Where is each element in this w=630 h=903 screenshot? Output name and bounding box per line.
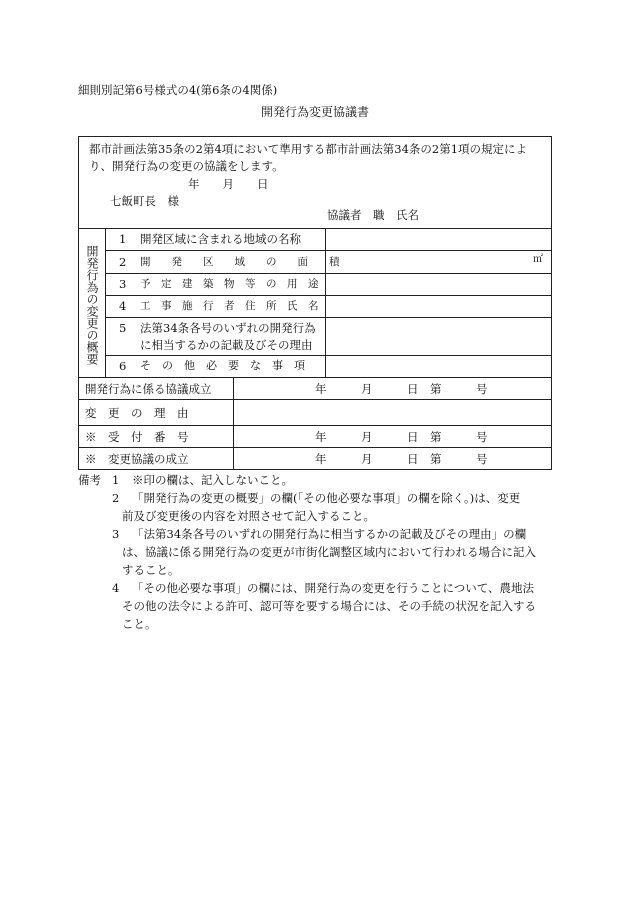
area-unit: ㎡ <box>533 254 543 265</box>
note-num-1: 1 <box>112 473 120 487</box>
rows-top-line <box>79 377 551 378</box>
summary-label-3: 予 定 建 築 物 等 の 用 途 <box>140 278 319 290</box>
row-date-established: 年 月 日 第 号 <box>315 452 488 466</box>
document-title: 開発行為変更協議書 <box>260 105 369 119</box>
note-4-line1: 「その他必要な事項」の欄には、開発行為の変更を行うことについて、農地法 <box>132 581 535 595</box>
row-label-agreement: 開発行為に係る協議成立 <box>85 382 212 396</box>
intro-date: 年 月 日 <box>188 177 269 191</box>
row-date-receipt: 年 月 日 第 号 <box>315 430 488 444</box>
summary-label-4: 工 事 施 行 者 住 所 氏 名 <box>140 300 319 312</box>
summary-num-3: 3 <box>119 277 127 291</box>
summary-line-5 <box>105 355 551 356</box>
rows-value-divider <box>233 377 234 470</box>
summary-num-4: 4 <box>119 299 127 313</box>
summary-vertical-label: 開発行為の変更の概要 <box>85 245 99 365</box>
summary-line-2 <box>105 273 551 274</box>
summary-num-5: 5 <box>119 321 127 335</box>
summary-left-divider <box>105 228 106 377</box>
consultant-label: 協議者 職 氏名 <box>327 208 419 222</box>
summary-label-1: 開発区域に含まれる地域の名称 <box>140 232 301 246</box>
summary-label-2: 開 発 区 域 の 面 積 <box>140 256 340 268</box>
summary-label-6: そ の 他 必 要 な 事 項 <box>140 359 305 372</box>
row-label-receipt: ※ 受 付 番 号 <box>85 430 189 444</box>
note-4-line2: その他の法令による許可、認可等を要する場合には、その手続の状況を記入する <box>122 599 536 613</box>
note-3-line2: は、協議に係る開発行為の変更が市街化調整区域内において行われる場合に記入 <box>122 545 536 559</box>
summary-num-6: 6 <box>119 359 127 373</box>
row-date-agreement: 年 月 日 第 号 <box>315 382 488 396</box>
notes-label: 備考 <box>78 473 101 487</box>
summary-num-2: 2 <box>119 255 127 269</box>
note-num-2: 2 <box>112 491 120 505</box>
row-line-2 <box>79 425 551 426</box>
row-label-established: ※ 変更協議の成立 <box>85 452 189 466</box>
intro-text: 都市計画法第35条の2第4項において準用する都市計画法第34条の2第1項の規定により、開発行為の変更の協議をします。 <box>89 142 528 173</box>
note-2-line2: 前及び変更後の内容を対照させて記入すること。 <box>122 509 375 523</box>
summary-num-1: 1 <box>119 232 127 246</box>
form-number: 細則別記第6号様式の4(第6条の4関係) <box>78 83 278 97</box>
note-2-line1: 「開発行為の変更の概要」の欄(「その他必要な事項」の欄を除く。)は、変更 <box>132 491 521 505</box>
summary-line-3 <box>105 295 551 296</box>
note-3-line1: 「法第34条各号のいずれの開発行為に相当するかの記載及びその理由」の欄 <box>132 527 527 541</box>
summary-label-5b: に相当するかの記載及びその理由 <box>140 338 313 352</box>
row-line-1 <box>79 399 551 400</box>
row-line-3 <box>79 447 551 448</box>
note-1-line1: ※印の欄は、記入しないこと。 <box>132 473 293 487</box>
row-label-reason: 変 更 の 理 由 <box>85 406 189 420</box>
summary-top-line <box>79 228 551 229</box>
note-4-line3: こと。 <box>122 617 157 631</box>
note-num-4: 4 <box>112 581 120 595</box>
summary-line-4 <box>105 317 551 318</box>
summary-label-5a: 法第34条各号のいずれの開発行為 <box>140 321 316 335</box>
note-num-3: 3 <box>112 527 120 541</box>
note-3-line3: すること。 <box>122 563 180 577</box>
summary-line-1 <box>105 250 551 251</box>
consultation-form <box>78 136 552 470</box>
addressee: 七飯町長 様 <box>110 194 179 208</box>
summary-value-divider <box>325 228 326 377</box>
